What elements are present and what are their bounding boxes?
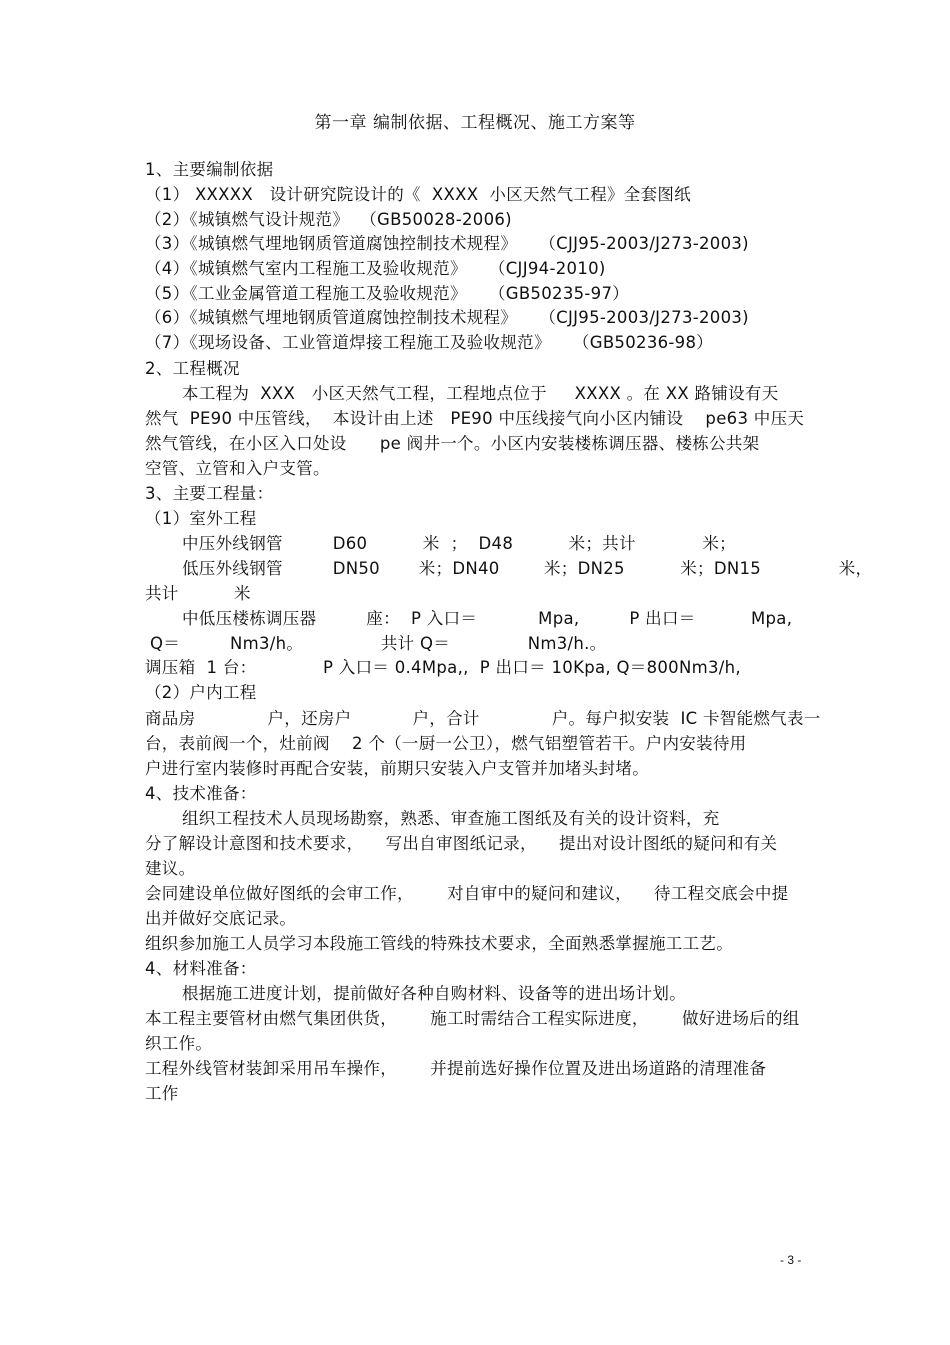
list-item: （2）《城镇燃气设计规范》 （GB50028-2006): [145, 210, 512, 229]
quantity-line: 低压外线钢管 DN50 米；DN40 米；DN25 米；DN15 米，: [182, 559, 873, 578]
paragraph-line: 台，表前阀一个，灶前阀 2 个（一厨一公卫），燃气铝塑管若干。户内安装待用: [145, 734, 747, 753]
chapter-title: 第一章 编制依据、工程概况、施工方案等: [314, 113, 636, 133]
subsection-heading: （2）户内工程: [145, 683, 257, 702]
paragraph-line: 组织工程技术人员现场勘察，熟悉、审查施工图纸及有关的设计资料，充: [182, 809, 720, 828]
paragraph-line: 空管、立管和入户支管。: [145, 459, 330, 478]
subsection-heading: （1）室外工程: [145, 509, 257, 528]
list-item: （3）《城镇燃气埋地钢质管道腐蚀控制技术规程》 （CJJ95-2003/J273-2003): [145, 234, 749, 253]
quantity-line: 调压箱 1 台： P 入口＝ 0.4Mpa,, P 出口＝ 10Kpa, Q＝800Nm3/h,: [145, 658, 741, 677]
paragraph-line: 本工程为 XXX 小区天然气工程，工程地点位于 XXXX 。在 XX 路铺设有天: [182, 384, 779, 403]
quantity-line: Q＝ Nm3/h。 共计 Q＝ Nm3/h.。: [150, 634, 607, 653]
paragraph-line: 会同建设单位做好图纸的会审工作， 对自审中的疑问和建议， 待工程交底会中提: [145, 884, 789, 903]
paragraph-line: 织工作。: [145, 1034, 213, 1053]
paragraph-line: 分了解设计意图和技术要求， 写出自审图纸记录， 提出对设计图纸的疑问和有关: [145, 834, 778, 853]
paragraph-line: 工作: [145, 1084, 179, 1103]
paragraph-line: 出并做好交底记录。: [145, 909, 297, 928]
paragraph-line: 组织参加施工人员学习本段施工管线的特殊技术要求，全面熟悉掌握施工工艺。: [145, 934, 733, 953]
list-item: （5）《工业金属管道工程施工及验收规范》 （GB50235-97）: [145, 284, 630, 303]
page-number: - 3 -: [780, 1253, 802, 1267]
list-item: （6）《城镇燃气埋地钢质管道腐蚀控制技术规程》 （CJJ95-2003/J273-2003): [145, 308, 749, 327]
quantity-line: 中低压楼栋调压器 座： P 入口＝ Mpa, P 出口＝ Mpa,: [182, 609, 793, 628]
paragraph-line: 工程外线管材装卸采用吊车操作， 并提前选好操作位置及进出场道路的清理准备: [145, 1059, 767, 1078]
quantity-line: 共计 米: [145, 584, 251, 603]
quantity-line: 中压外线钢管 D60 米 ； D48 米；共计 米；: [182, 534, 736, 553]
section-heading: 4、材料准备：: [145, 959, 257, 978]
paragraph-line: 本工程主要管材由燃气集团供货， 施工时需结合工程实际进度， 做好进场后的组: [145, 1009, 800, 1028]
list-item: （4）《城镇燃气室内工程施工及验收规范》 （CJJ94-2010): [145, 259, 606, 278]
paragraph-line: 户进行室内装修时再配合安装，前期只安装入户支管并加堵头封堵。: [145, 759, 649, 778]
paragraph-line: 商品房 户，还房户 户，合计 户。每户拟安装 IC 卡智能燃气表一: [145, 709, 821, 728]
section-heading: 2、工程概况: [145, 359, 240, 378]
paragraph-line: 建议。: [145, 859, 196, 878]
list-item: （1） XXXXX 设计研究院设计的《 XXXX 小区天然气工程》全套图纸: [145, 185, 691, 204]
section-heading: 3、主要工程量：: [145, 484, 274, 503]
section-heading: 4、技术准备：: [145, 784, 257, 803]
paragraph-line: 然气管线，在小区入口处设 pe 阀井一个。小区内安装楼栋调压器、楼栋公共架: [145, 434, 760, 453]
list-item: （7）《现场设备、工业管道焊接工程施工及验收规范》 （GB50236-98）: [145, 333, 714, 352]
paragraph-line: 然气 PE90 中压管线， 本设计由上述 PE90 中压线接气向小区内铺设 pe63 中压天: [145, 409, 805, 428]
paragraph-line: 根据施工进度计划，提前做好各种自购材料、设备等的进出场计划。: [182, 984, 686, 1003]
section-heading: 1、主要编制依据: [145, 160, 274, 179]
